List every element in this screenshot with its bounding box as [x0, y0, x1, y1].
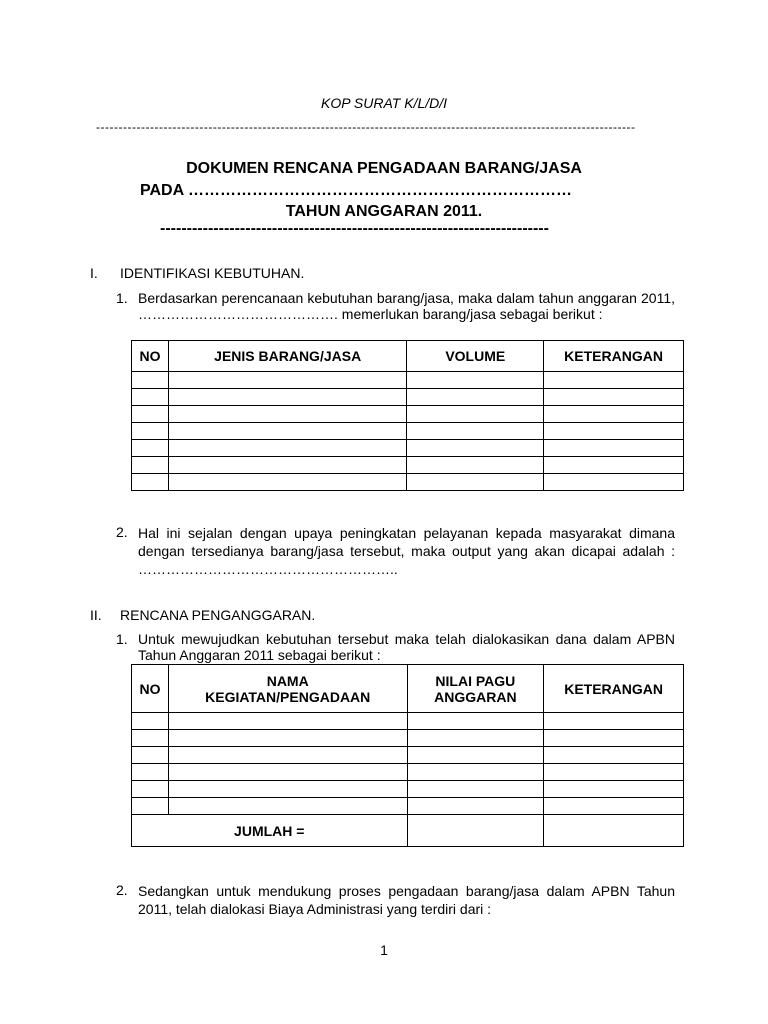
header-no: NO: [132, 341, 169, 372]
section-2-item-1-number: 1.: [116, 631, 128, 647]
table-row: [132, 457, 684, 474]
section-1-item-2-number: 2.: [116, 524, 128, 540]
title-pada-line: PADA ………………………………………………………………: [140, 182, 572, 199]
section-2-item-2-number: 2.: [116, 882, 128, 898]
table-row: [132, 423, 684, 440]
anggaran-table-header: [132, 665, 684, 713]
section-2-item-2-text: Sedangkan untuk mendukung proses pengadaan barang/jasa dalam APBN Tahun 2011, telah dialokasi Biaya Administrasi yang terdiri dari :: [138, 883, 675, 917]
section-1-heading: [90, 265, 490, 283]
total-label: JUMLAH =: [132, 815, 408, 847]
table-row: [132, 747, 684, 764]
header-volume: VOLUME: [407, 341, 544, 372]
section-1-item-1-number: 1.: [116, 290, 128, 306]
title-separator: -------------------------------------------------------------------------: [160, 220, 549, 237]
table-row: [132, 406, 684, 423]
header-keterangan: KETERANGAN: [544, 665, 684, 713]
section-1-number: I.: [90, 265, 98, 281]
anggaran-table: [131, 664, 684, 847]
header-no: NO: [132, 665, 169, 713]
table-row: [132, 372, 684, 389]
kop-surat: KOP SURAT K/L/D/I: [320, 95, 448, 111]
section-2-title: RENCANA PENGANGGARAN.: [120, 607, 316, 623]
header-nilai-pagu: [407, 665, 544, 713]
section-1-title: IDENTIFIKASI KEBUTUHAN.: [120, 265, 305, 281]
table-row: [132, 713, 684, 730]
document-title: DOKUMEN RENCANA PENGADAAN BARANG/JASA: [186, 160, 582, 177]
table-row: [132, 440, 684, 457]
table-row: [132, 798, 684, 815]
title-tahun-anggaran: TAHUN ANGGARAN 2011.: [285, 203, 483, 220]
kebutuhan-table-header: [132, 341, 684, 372]
header-nama-line-1: NAMA: [266, 672, 309, 689]
header-pagu-line-1: NILAI PAGU: [435, 672, 516, 689]
header-keterangan: KETERANGAN: [544, 341, 684, 372]
kebutuhan-table: [131, 340, 684, 491]
header-nama-line-2: KEGIATAN/PENGADAAN: [205, 688, 371, 705]
table-row: [132, 474, 684, 491]
page-number: 1: [380, 942, 388, 958]
section-2-number: II.: [90, 607, 102, 623]
header-nama-kegiatan: [168, 665, 407, 713]
table-row: [132, 781, 684, 798]
section-1-item-1-text: Berdasarkan perencanaan kebutuhan barang/jasa, maka dalam tahun anggaran 2011, ……………………………………. memerlukan barang/jasa sebagai berikut :: [138, 290, 675, 322]
header-jenis-barang: JENIS BARANG/JASA: [168, 341, 406, 372]
header-pagu-line-2: ANGGARAN: [434, 688, 517, 705]
section-2-heading: [90, 607, 490, 625]
section-1-item-2-text: Hal ini sejalan dengan upaya peningkatan pelayanan kepada masyarakat dimana dengan tersedianya barang/jasa tersebut, maka output yang akan dicapai adalah : ………………………………………………..: [138, 525, 675, 577]
table-row: [132, 389, 684, 406]
total-row: [132, 815, 684, 847]
table-row: [132, 764, 684, 781]
section-2-item-1-text: Untuk mewujudkan kebutuhan tersebut maka telah dialokasikan dana dalam APBN Tahun Anggaran 2011 sebagai berikut :: [138, 631, 675, 663]
header-separator: ------------------------------------------------------------------------------------------------------------------------: [96, 120, 636, 134]
table-row: [132, 730, 684, 747]
